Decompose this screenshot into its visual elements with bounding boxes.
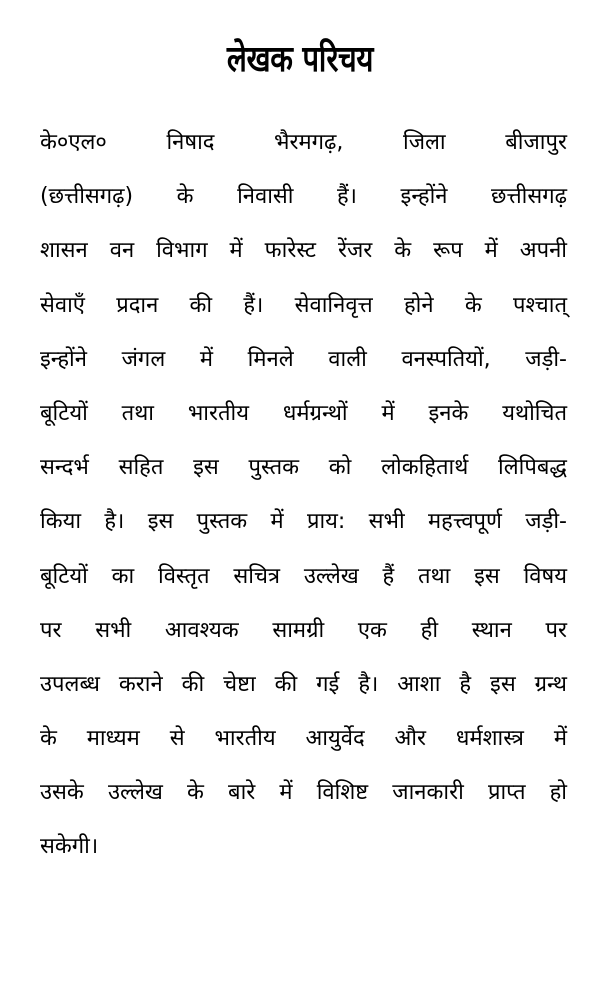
text-line: बूटियों तथा भारतीय धर्मग्रन्थों में इनके यथोचित xyxy=(40,400,567,426)
text-line: शासन वन विभाग में फारेस्ट रेंजर के रूप में अपनी xyxy=(40,238,567,264)
text-line: (छत्तीसगढ़) के निवासी हैं। इन्होंने छत्तीसगढ़ xyxy=(40,184,567,210)
text-line: किया है। इस पुस्तक में प्राय: सभी महत्त्वपूर्ण जड़ी- xyxy=(40,509,567,535)
author-bio-paragraph xyxy=(40,116,567,875)
page-title: लेखक परिचय xyxy=(226,39,374,80)
text-line: बूटियों का विस्तृत सचित्र उल्लेख हैं तथा इस विषय xyxy=(40,563,567,589)
text-line: इन्होंने जंगल में मिनले वाली वनस्पतियों, जड़ी- xyxy=(40,346,567,372)
text-line: उसके उल्लेख के बारे में विशिष्ट जानकारी प्राप्त हो xyxy=(40,780,567,806)
text-line: सेवाएँ प्रदान की हैं। सेवानिवृत्त होने के पश्चात् xyxy=(40,292,567,318)
text-line: के०एल० निषाद भैरमगढ़, जिला बीजापुर xyxy=(40,130,567,155)
text-line: पर सभी आवश्यक सामग्री एक ही स्थान पर xyxy=(40,617,567,643)
text-line: के माध्यम से भारतीय आयुर्वेद और धर्मशास्त्र में xyxy=(40,726,567,752)
text-line: उपलब्ध कराने की चेष्टा की गई है। आशा है इस ग्रन्थ xyxy=(40,671,567,697)
text-line: सन्दर्भ सहित इस पुस्तक को लोकहितार्थ लिपिबद्ध xyxy=(40,455,567,481)
text-line: सकेगी। xyxy=(40,834,99,860)
